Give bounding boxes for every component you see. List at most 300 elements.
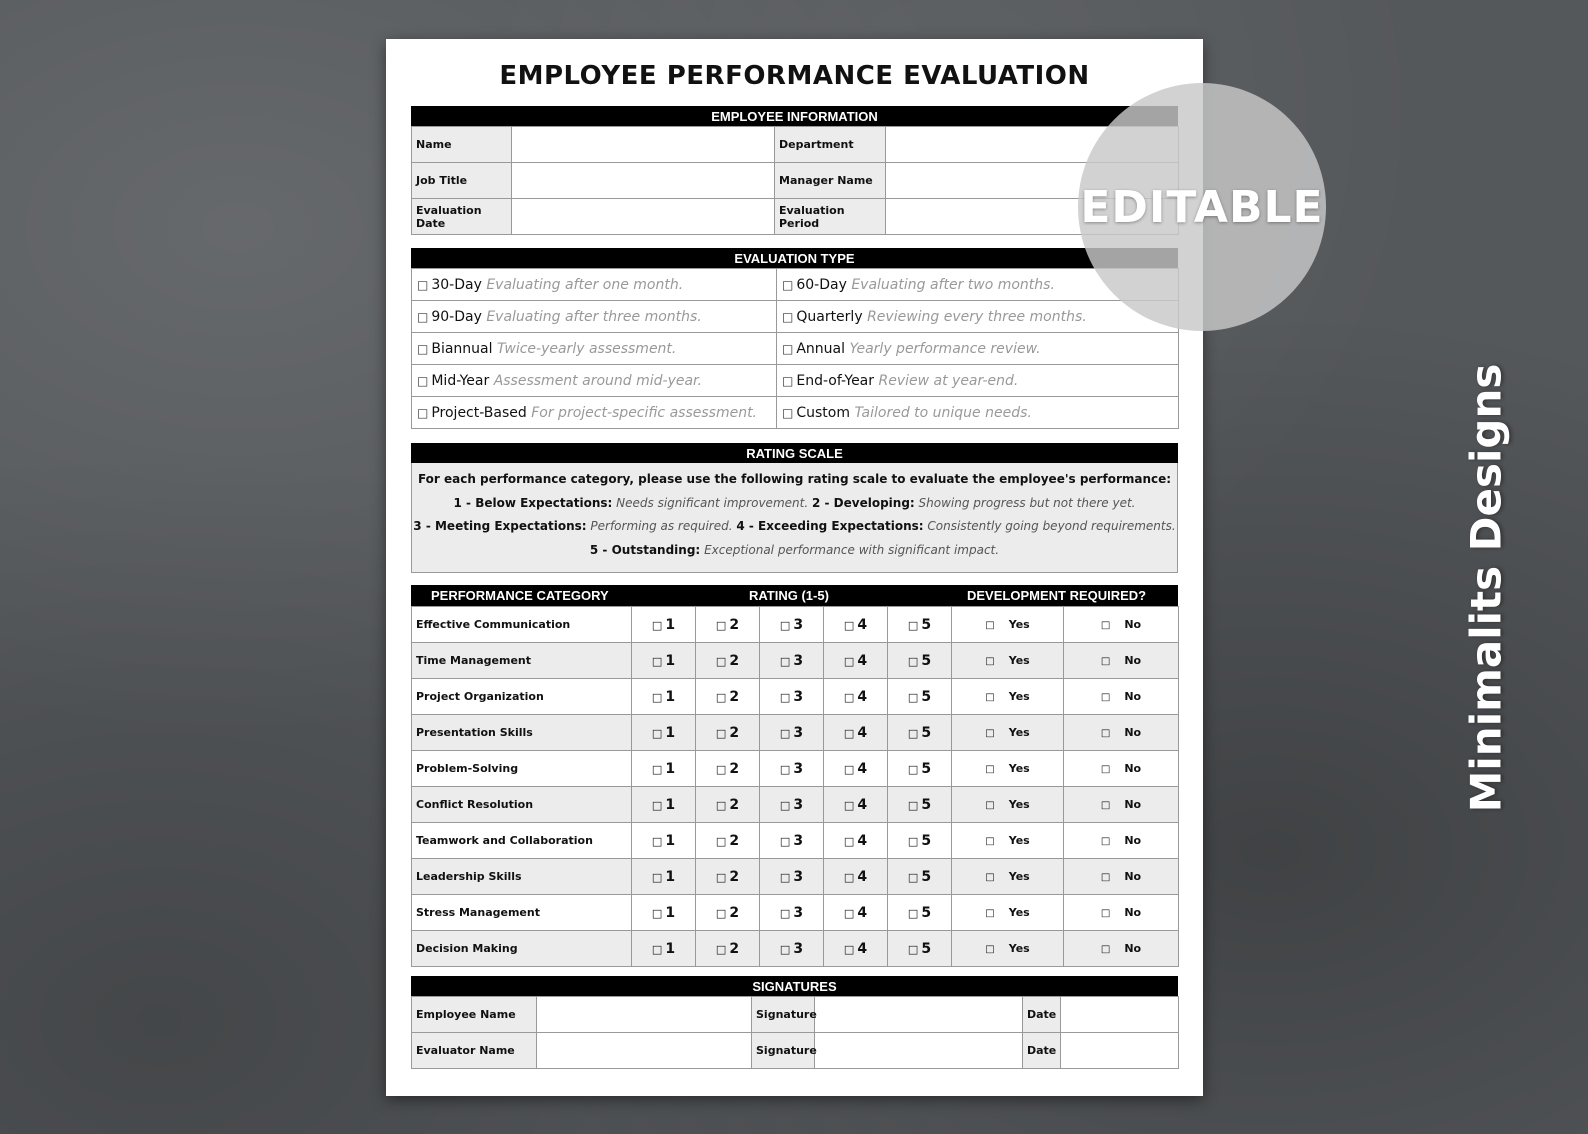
evaluation-type-desc: For project-specific assessment. bbox=[531, 404, 758, 421]
rating-value: 2 bbox=[729, 832, 740, 849]
rating-option-3[interactable] bbox=[760, 895, 824, 931]
checkbox-icon[interactable]: □ bbox=[779, 618, 791, 632]
no-label: No bbox=[1124, 834, 1142, 847]
rating-value: 1 bbox=[665, 868, 676, 885]
development-yes-option[interactable] bbox=[952, 607, 1064, 643]
rating-value: 2 bbox=[729, 904, 740, 921]
checkbox-icon[interactable]: □ bbox=[1100, 692, 1111, 703]
employee-info-row bbox=[412, 163, 1179, 199]
rating-value: 2 bbox=[729, 616, 740, 633]
checkbox-icon[interactable]: □ bbox=[782, 341, 794, 356]
rating-option-1[interactable] bbox=[632, 787, 696, 823]
signatures-header: SIGNATURES bbox=[411, 976, 1178, 996]
rating-option-3[interactable] bbox=[760, 859, 824, 895]
rating-option-3[interactable] bbox=[760, 931, 824, 967]
checkbox-icon[interactable]: □ bbox=[907, 726, 919, 740]
rating-value: 4 bbox=[857, 904, 868, 921]
development-yes-option[interactable] bbox=[952, 859, 1064, 895]
rating-value: 3 bbox=[793, 616, 804, 633]
document-title: EMPLOYEE PERFORMANCE EVALUATION bbox=[499, 61, 1090, 91]
checkbox-icon[interactable]: □ bbox=[843, 654, 855, 668]
checkbox-icon[interactable]: □ bbox=[715, 834, 727, 848]
development-no-option[interactable] bbox=[1064, 823, 1179, 859]
checkbox-icon[interactable]: □ bbox=[782, 277, 794, 292]
rating-option-3[interactable] bbox=[760, 643, 824, 679]
rating-value: 5 bbox=[921, 652, 932, 669]
evaluation-type-row bbox=[412, 365, 1179, 397]
scale-2-label: 2 - Developing: bbox=[811, 495, 915, 510]
evaluation-type-name: 90-Day bbox=[431, 308, 482, 325]
checkbox-icon[interactable]: □ bbox=[843, 690, 855, 704]
rating-option-5[interactable] bbox=[888, 859, 952, 895]
checkbox-icon[interactable]: □ bbox=[1100, 908, 1111, 919]
rating-value: 5 bbox=[921, 796, 932, 813]
performance-row bbox=[412, 931, 1179, 967]
checkbox-icon[interactable]: □ bbox=[715, 798, 727, 812]
evaluation-type-desc: Tailored to unique needs. bbox=[854, 404, 1032, 421]
performance-category-label: Problem-Solving bbox=[412, 751, 632, 787]
performance-table bbox=[411, 606, 1179, 967]
checkbox-icon[interactable]: □ bbox=[779, 870, 791, 884]
scale-4-label: 4 - Exceeding Expectations: bbox=[736, 519, 924, 533]
rating-value: 2 bbox=[729, 796, 740, 813]
rating-option-5[interactable] bbox=[888, 751, 952, 787]
rating-value: 5 bbox=[921, 724, 932, 741]
rating-value: 1 bbox=[665, 832, 676, 849]
evaluation-type-desc: Assessment around mid-year. bbox=[493, 372, 702, 389]
development-yes-option[interactable] bbox=[952, 823, 1064, 859]
rating-value: 3 bbox=[793, 796, 804, 813]
rating-value: 3 bbox=[793, 724, 804, 741]
development-yes-option[interactable] bbox=[952, 751, 1064, 787]
rating-option-2[interactable] bbox=[696, 895, 760, 931]
performance-row bbox=[412, 751, 1179, 787]
checkbox-icon[interactable]: □ bbox=[1100, 764, 1111, 775]
no-label: No bbox=[1124, 726, 1142, 739]
development-yes-option[interactable] bbox=[952, 643, 1064, 679]
evaluation-type-option[interactable] bbox=[777, 301, 1179, 333]
evaluation-type-row bbox=[412, 397, 1179, 429]
performance-row bbox=[412, 895, 1179, 931]
field-label: Evaluator Name bbox=[412, 1033, 537, 1069]
checkbox-icon[interactable]: □ bbox=[715, 690, 727, 704]
evaluation-type-option[interactable] bbox=[412, 365, 777, 397]
rating-option-5[interactable] bbox=[888, 679, 952, 715]
checkbox-icon[interactable]: □ bbox=[985, 692, 995, 703]
checkbox-icon[interactable]: □ bbox=[651, 870, 663, 884]
checkbox-icon[interactable]: □ bbox=[417, 373, 429, 388]
checkbox-icon[interactable]: □ bbox=[1100, 620, 1111, 631]
field-label: Signature bbox=[752, 997, 815, 1033]
checkbox-icon[interactable]: □ bbox=[782, 373, 794, 388]
rating-option-2[interactable] bbox=[696, 607, 760, 643]
rating-value: 2 bbox=[729, 940, 740, 957]
rating-option-1[interactable] bbox=[632, 859, 696, 895]
editable-badge bbox=[1078, 83, 1326, 331]
rating-value: 4 bbox=[857, 724, 868, 741]
rating-option-3[interactable] bbox=[760, 823, 824, 859]
checkbox-icon[interactable]: □ bbox=[651, 798, 663, 812]
checkbox-icon[interactable]: □ bbox=[907, 942, 919, 956]
development-no-option[interactable] bbox=[1064, 607, 1179, 643]
checkbox-icon[interactable]: □ bbox=[843, 798, 855, 812]
checkbox-icon[interactable]: □ bbox=[907, 654, 919, 668]
rating-value: 1 bbox=[665, 724, 676, 741]
evaluation-type-option[interactable] bbox=[412, 333, 777, 365]
checkbox-icon[interactable]: □ bbox=[843, 906, 855, 920]
scale-2-desc: Showing progress but not there yet. bbox=[918, 495, 1136, 510]
yes-label: Yes bbox=[1008, 906, 1030, 919]
yes-label: Yes bbox=[1008, 762, 1030, 775]
rating-option-5[interactable] bbox=[888, 787, 952, 823]
no-label: No bbox=[1124, 762, 1142, 775]
scale-5-desc: Exceptional performance with significant impact. bbox=[704, 542, 1000, 557]
checkbox-icon[interactable]: □ bbox=[779, 726, 791, 740]
no-label: No bbox=[1124, 690, 1142, 703]
rating-option-1[interactable] bbox=[632, 607, 696, 643]
rating-option-1[interactable] bbox=[632, 823, 696, 859]
rating-value: 4 bbox=[857, 940, 868, 957]
checkbox-icon[interactable]: □ bbox=[843, 834, 855, 848]
development-no-option[interactable] bbox=[1064, 895, 1179, 931]
checkbox-icon[interactable]: □ bbox=[985, 656, 995, 667]
evaluation-type-option[interactable] bbox=[412, 397, 777, 429]
rating-option-3[interactable] bbox=[760, 715, 824, 751]
rating-option-3[interactable] bbox=[760, 751, 824, 787]
rating-option-1[interactable] bbox=[632, 895, 696, 931]
rating-value: 4 bbox=[857, 832, 868, 849]
rating-option-2[interactable] bbox=[696, 679, 760, 715]
checkbox-icon[interactable]: □ bbox=[907, 834, 919, 848]
rating-value: 2 bbox=[729, 868, 740, 885]
checkbox-icon[interactable]: □ bbox=[779, 654, 791, 668]
evaluation-type-option[interactable] bbox=[412, 269, 777, 301]
scale-3-label: 3 - Meeting Expectations: bbox=[413, 519, 587, 533]
evaluation-type-desc: Evaluating after three months. bbox=[486, 308, 702, 325]
employee-info-row bbox=[412, 127, 1179, 163]
rating-option-5[interactable] bbox=[888, 643, 952, 679]
evaluation-type-table bbox=[411, 268, 1179, 429]
performance-section bbox=[411, 585, 1178, 967]
field-label: Name bbox=[412, 127, 512, 163]
rating-option-1[interactable] bbox=[632, 931, 696, 967]
evaluation-type-header: EVALUATION TYPE bbox=[411, 248, 1178, 268]
rating-value: 1 bbox=[665, 940, 676, 957]
scale-4-desc: Consistently going beyond requirements. bbox=[927, 519, 1176, 533]
evaluation-type-name: Quarterly bbox=[796, 308, 863, 325]
checkbox-icon[interactable]: □ bbox=[985, 836, 995, 847]
rating-option-1[interactable] bbox=[632, 679, 696, 715]
name-field[interactable] bbox=[512, 127, 775, 163]
evaluation-type-name: 60-Day bbox=[796, 276, 847, 293]
performance-category-label: Teamwork and Collaboration bbox=[412, 823, 632, 859]
rating-value: 4 bbox=[857, 652, 868, 669]
performance-category-heading: PERFORMANCE CATEGORY bbox=[431, 588, 609, 603]
checkbox-icon[interactable]: □ bbox=[417, 405, 429, 420]
rating-option-4[interactable] bbox=[824, 895, 888, 931]
scale-1-label: 1 - Below Expectations: bbox=[453, 495, 613, 510]
yes-label: Yes bbox=[1008, 726, 1030, 739]
employee-signature-field[interactable] bbox=[815, 997, 1023, 1033]
development-no-option[interactable] bbox=[1064, 859, 1179, 895]
development-no-option[interactable] bbox=[1064, 931, 1179, 967]
rating-value: 4 bbox=[857, 616, 868, 633]
evaluation-type-desc: Yearly performance review. bbox=[849, 340, 1041, 357]
signatures-section bbox=[411, 976, 1178, 1069]
job-title-field[interactable] bbox=[512, 163, 775, 199]
rating-scale-body bbox=[411, 463, 1178, 573]
checkbox-icon[interactable]: □ bbox=[843, 762, 855, 776]
checkbox-icon[interactable]: □ bbox=[715, 870, 727, 884]
checkbox-icon[interactable]: □ bbox=[782, 309, 794, 324]
evaluation-date-field[interactable] bbox=[512, 199, 775, 235]
checkbox-icon[interactable]: □ bbox=[715, 726, 727, 740]
rating-option-4[interactable] bbox=[824, 859, 888, 895]
rating-option-1[interactable] bbox=[632, 751, 696, 787]
rating-option-4[interactable] bbox=[824, 607, 888, 643]
rating-value: 4 bbox=[857, 688, 868, 705]
checkbox-icon[interactable]: □ bbox=[907, 870, 919, 884]
field-label: Job Title bbox=[412, 163, 512, 199]
signature-row bbox=[412, 997, 1179, 1033]
evaluation-type-desc: Evaluating after two months. bbox=[851, 276, 1055, 293]
rating-value: 4 bbox=[857, 796, 868, 813]
rating-option-2[interactable] bbox=[696, 931, 760, 967]
checkbox-icon[interactable]: □ bbox=[651, 834, 663, 848]
employee-information-header: EMPLOYEE INFORMATION bbox=[411, 106, 1178, 126]
yes-label: Yes bbox=[1008, 798, 1030, 811]
development-no-option[interactable] bbox=[1064, 715, 1179, 751]
rating-option-5[interactable] bbox=[888, 715, 952, 751]
evaluation-type-row bbox=[412, 269, 1179, 301]
scale-1-desc: Needs significant improvement. bbox=[616, 495, 809, 510]
rating-value: 1 bbox=[665, 652, 676, 669]
evaluation-type-option[interactable] bbox=[777, 397, 1179, 429]
checkbox-icon[interactable]: □ bbox=[1100, 944, 1111, 955]
yes-label: Yes bbox=[1008, 942, 1030, 955]
rating-heading: RATING (1-5) bbox=[749, 588, 829, 603]
checkbox-icon[interactable]: □ bbox=[417, 309, 429, 324]
checkbox-icon[interactable]: □ bbox=[651, 654, 663, 668]
no-label: No bbox=[1124, 798, 1142, 811]
evaluation-type-option[interactable] bbox=[412, 301, 777, 333]
checkbox-icon[interactable]: □ bbox=[779, 906, 791, 920]
checkbox-icon[interactable]: □ bbox=[985, 800, 995, 811]
checkbox-icon[interactable]: □ bbox=[985, 728, 995, 739]
evaluation-type-section bbox=[411, 248, 1178, 429]
checkbox-icon[interactable]: □ bbox=[1100, 800, 1111, 811]
rating-scale-section bbox=[411, 443, 1178, 573]
performance-category-label: Presentation Skills bbox=[412, 715, 632, 751]
development-no-option[interactable] bbox=[1064, 787, 1179, 823]
field-label: Employee Name bbox=[412, 997, 537, 1033]
evaluation-type-name: Annual bbox=[796, 340, 846, 357]
checkbox-icon[interactable]: □ bbox=[985, 620, 995, 631]
checkbox-icon[interactable]: □ bbox=[417, 341, 429, 356]
checkbox-icon[interactable]: □ bbox=[779, 798, 791, 812]
evaluation-type-name: 30-Day bbox=[431, 276, 482, 293]
rating-option-5[interactable] bbox=[888, 895, 952, 931]
evaluator-signature-field[interactable] bbox=[815, 1033, 1023, 1069]
rating-value: 5 bbox=[921, 760, 932, 777]
rating-option-4[interactable] bbox=[824, 643, 888, 679]
field-label: Manager Name bbox=[775, 163, 886, 199]
rating-value: 5 bbox=[921, 904, 932, 921]
performance-category-label: Conflict Resolution bbox=[412, 787, 632, 823]
development-no-option[interactable] bbox=[1064, 679, 1179, 715]
development-yes-option[interactable] bbox=[952, 787, 1064, 823]
rating-option-4[interactable] bbox=[824, 931, 888, 967]
checkbox-icon[interactable]: □ bbox=[779, 834, 791, 848]
rating-value: 4 bbox=[857, 868, 868, 885]
yes-label: Yes bbox=[1008, 654, 1030, 667]
rating-option-2[interactable] bbox=[696, 859, 760, 895]
checkbox-icon[interactable]: □ bbox=[907, 618, 919, 632]
rating-value: 5 bbox=[921, 832, 932, 849]
rating-value: 1 bbox=[665, 616, 676, 633]
rating-option-5[interactable] bbox=[888, 607, 952, 643]
rating-value: 5 bbox=[921, 940, 932, 957]
rating-value: 3 bbox=[793, 904, 804, 921]
evaluation-type-desc: Review at year-end. bbox=[878, 372, 1019, 389]
rating-value: 2 bbox=[729, 652, 740, 669]
yes-label: Yes bbox=[1008, 690, 1030, 703]
evaluation-type-option[interactable] bbox=[777, 333, 1179, 365]
checkbox-icon[interactable]: □ bbox=[985, 872, 995, 883]
performance-row bbox=[412, 787, 1179, 823]
field-label: Department bbox=[775, 127, 886, 163]
rating-value: 3 bbox=[793, 940, 804, 957]
employee-info-row bbox=[412, 199, 1179, 235]
rating-option-3[interactable] bbox=[760, 679, 824, 715]
checkbox-icon[interactable]: □ bbox=[715, 654, 727, 668]
checkbox-icon[interactable]: □ bbox=[1100, 872, 1111, 883]
rating-option-5[interactable] bbox=[888, 931, 952, 967]
checkbox-icon[interactable]: □ bbox=[843, 942, 855, 956]
checkbox-icon[interactable]: □ bbox=[907, 690, 919, 704]
scale-5-label: 5 - Outstanding: bbox=[589, 542, 701, 557]
checkbox-icon[interactable]: □ bbox=[779, 762, 791, 776]
performance-category-label: Time Management bbox=[412, 643, 632, 679]
rating-value: 2 bbox=[729, 760, 740, 777]
checkbox-icon[interactable]: □ bbox=[985, 944, 995, 955]
rating-option-3[interactable] bbox=[760, 787, 824, 823]
performance-category-label: Project Organization bbox=[412, 679, 632, 715]
performance-row bbox=[412, 823, 1179, 859]
development-required-heading: DEVELOPMENT REQUIRED? bbox=[967, 588, 1147, 603]
yes-label: Yes bbox=[1008, 870, 1030, 883]
checkbox-icon[interactable]: □ bbox=[651, 618, 663, 632]
checkbox-icon[interactable]: □ bbox=[985, 908, 995, 919]
development-no-option[interactable] bbox=[1064, 751, 1179, 787]
checkbox-icon[interactable]: □ bbox=[843, 870, 855, 884]
evaluation-type-option[interactable] bbox=[777, 365, 1179, 397]
development-yes-option[interactable] bbox=[952, 931, 1064, 967]
performance-category-label: Stress Management bbox=[412, 895, 632, 931]
checkbox-icon[interactable]: □ bbox=[907, 762, 919, 776]
rating-value: 3 bbox=[793, 652, 804, 669]
performance-category-label: Leadership Skills bbox=[412, 859, 632, 895]
checkbox-icon[interactable]: □ bbox=[715, 942, 727, 956]
rating-option-4[interactable] bbox=[824, 715, 888, 751]
rating-option-2[interactable] bbox=[696, 751, 760, 787]
performance-row bbox=[412, 859, 1179, 895]
evaluation-type-name: Custom bbox=[796, 404, 850, 421]
rating-value: 5 bbox=[921, 688, 932, 705]
checkbox-icon[interactable]: □ bbox=[715, 618, 727, 632]
checkbox-icon[interactable]: □ bbox=[417, 277, 429, 292]
editable-badge-text: EDITABLE bbox=[1080, 181, 1324, 233]
rating-option-1[interactable] bbox=[632, 643, 696, 679]
employee-date-field[interactable] bbox=[1061, 997, 1179, 1033]
performance-row bbox=[412, 607, 1179, 643]
rating-option-2[interactable] bbox=[696, 787, 760, 823]
evaluation-type-name: Project-Based bbox=[431, 404, 527, 421]
checkbox-icon[interactable]: □ bbox=[651, 726, 663, 740]
employee-name-field[interactable] bbox=[537, 997, 752, 1033]
checkbox-icon[interactable]: □ bbox=[1100, 728, 1111, 739]
rating-option-2[interactable] bbox=[696, 823, 760, 859]
field-label: Signature bbox=[752, 1033, 815, 1069]
checkbox-icon[interactable]: □ bbox=[843, 726, 855, 740]
rating-option-3[interactable] bbox=[760, 607, 824, 643]
checkbox-icon[interactable]: □ bbox=[1100, 836, 1111, 847]
rating-option-4[interactable] bbox=[824, 823, 888, 859]
development-yes-option[interactable] bbox=[952, 679, 1064, 715]
rating-option-5[interactable] bbox=[888, 823, 952, 859]
rating-value: 5 bbox=[921, 868, 932, 885]
rating-option-2[interactable] bbox=[696, 643, 760, 679]
field-label: Evaluation Period bbox=[775, 199, 886, 235]
development-yes-option[interactable] bbox=[952, 715, 1064, 751]
rating-option-2[interactable] bbox=[696, 715, 760, 751]
rating-option-4[interactable] bbox=[824, 751, 888, 787]
evaluator-name-field[interactable] bbox=[537, 1033, 752, 1069]
checkbox-icon[interactable]: □ bbox=[715, 906, 727, 920]
rating-value: 3 bbox=[793, 760, 804, 777]
rating-value: 1 bbox=[665, 760, 676, 777]
development-yes-option[interactable] bbox=[952, 895, 1064, 931]
checkbox-icon[interactable]: □ bbox=[651, 690, 663, 704]
development-no-option[interactable] bbox=[1064, 643, 1179, 679]
checkbox-icon[interactable]: □ bbox=[1100, 656, 1111, 667]
no-label: No bbox=[1124, 618, 1142, 631]
rating-option-4[interactable] bbox=[824, 787, 888, 823]
checkbox-icon[interactable]: □ bbox=[779, 690, 791, 704]
checkbox-icon[interactable]: □ bbox=[651, 762, 663, 776]
checkbox-icon[interactable]: □ bbox=[907, 798, 919, 812]
checkbox-icon[interactable]: □ bbox=[843, 618, 855, 632]
checkbox-icon[interactable]: □ bbox=[779, 942, 791, 956]
checkbox-icon[interactable]: □ bbox=[782, 405, 794, 420]
field-label: Date bbox=[1023, 1033, 1061, 1069]
evaluation-type-row bbox=[412, 333, 1179, 365]
no-label: No bbox=[1124, 942, 1142, 955]
evaluation-type-desc: Twice-yearly assessment. bbox=[496, 340, 677, 357]
checkbox-icon[interactable]: □ bbox=[651, 906, 663, 920]
rating-option-4[interactable] bbox=[824, 679, 888, 715]
evaluation-type-name: Biannual bbox=[431, 340, 493, 357]
checkbox-icon[interactable]: □ bbox=[985, 764, 995, 775]
checkbox-icon[interactable]: □ bbox=[651, 942, 663, 956]
evaluator-date-field[interactable] bbox=[1061, 1033, 1179, 1069]
evaluation-type-desc: Evaluating after one month. bbox=[486, 276, 684, 293]
employee-information-section bbox=[411, 106, 1178, 235]
rating-option-1[interactable] bbox=[632, 715, 696, 751]
checkbox-icon[interactable]: □ bbox=[715, 762, 727, 776]
rating-value: 2 bbox=[729, 724, 740, 741]
checkbox-icon[interactable]: □ bbox=[907, 906, 919, 920]
